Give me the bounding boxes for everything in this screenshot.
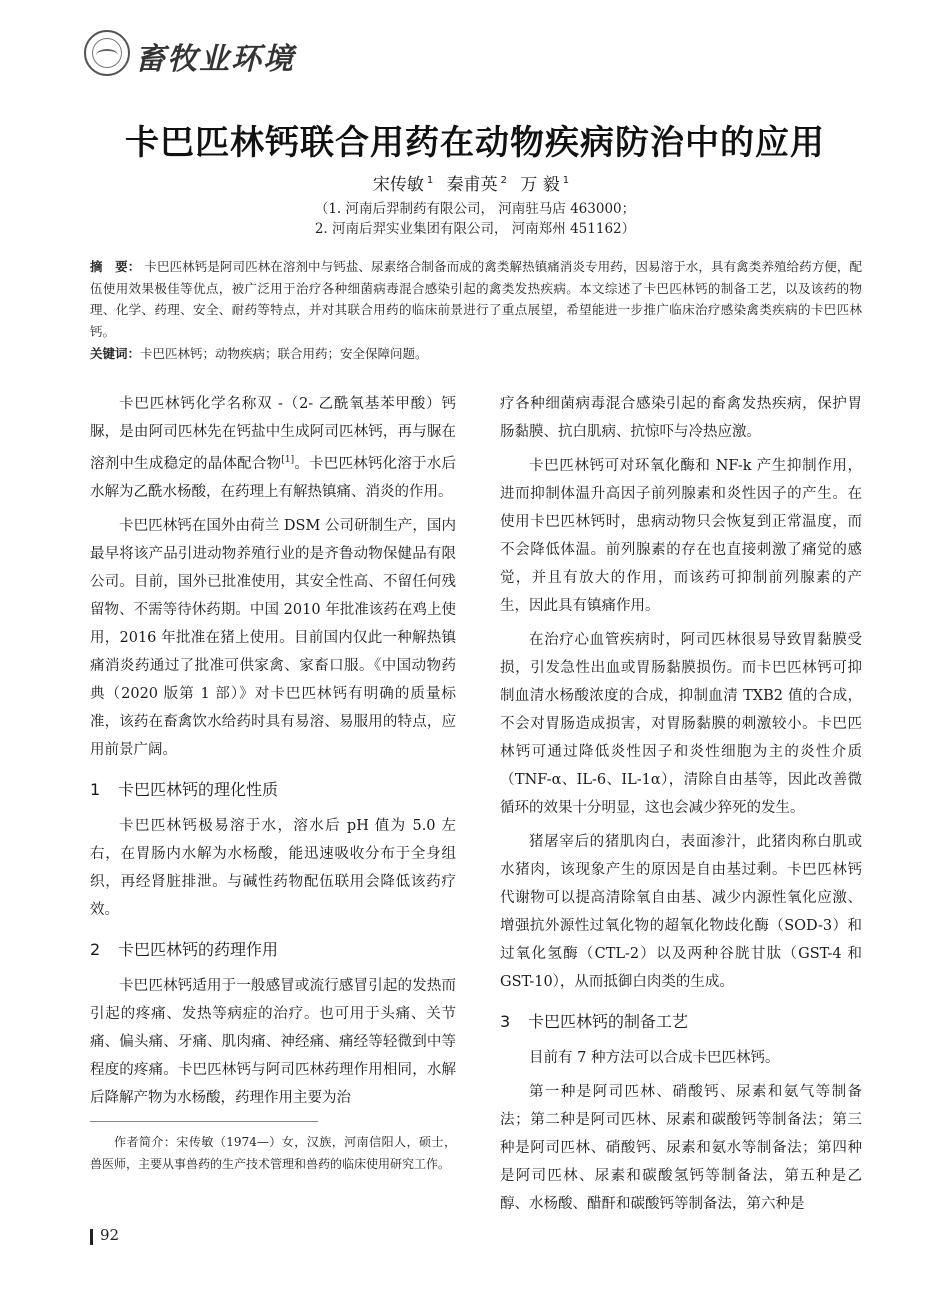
section-title: 卡巴匹林钙的理化性质 — [118, 779, 279, 799]
author-affiliation-mark: 2 — [500, 175, 507, 187]
paragraph: 目前有 7 种方法可以合成卡巴匹林钙。 — [529, 1050, 780, 1066]
section-number: 3 — [500, 1012, 511, 1031]
paragraph: 在治疗心血管疾病时，阿司匹林很易导致胃黏膜受损，引发急性出血或胃肠黏膜损伤。而卡巴匹林钙可抑制血清水杨酸浓度的合成，抑制血清 TXB2 值的合成，不会对胃肠造成损害，对胃肠黏膜的刺激较小。卡巴匹林钙可通过降低炎性因子和炎性细胞为主的炎性介质（TNF-α、IL-6、IL-1α），清除自由基等，因此改善微循环的效果十分明显，这也会减少猝死的发生。 — [500, 632, 862, 816]
paragraph: 第一种是阿司匹林、硝酸钙、尿素和氨气等制备法；第二种是阿司匹林、尿素和碳酸钙等制备法；第三种是阿司匹林、硝酸钙、尿素和氨水等制备法；第四种是阿司匹林、尿素和碳酸氢钙等制备法，第五种是乙醇、水杨酸、醋酐和碳酸钙等制备法，第六种是 — [500, 1084, 862, 1212]
body-left-column — [90, 390, 456, 1112]
paragraph: 卡巴匹林钙可对环氧化酶和 NF-k 产生抑制作用，进而抑制体温升高因子前列腺素和炎性因子的产生。在使用卡巴匹林钙时，患病动物只会恢复到正常温度，而不会降低体温。前列腺素的存在也直接刺激了痛觉的感觉，并且有放大的作用，而该药可抑制前列腺素的产生，因此具有镇痛作用。 — [500, 458, 862, 614]
affiliation-2: 2. 河南后羿实业集团有限公司， 河南郑州 451162） — [314, 221, 636, 237]
keywords-text: 卡巴匹林钙；动物疾病；联合用药；安全保障问题。 — [140, 346, 428, 361]
paragraph-text: 。卡巴匹林钙化溶于水后水解为乙酰水杨酸，在药理上有解热镇痛、消炎的作用。 — [90, 455, 456, 500]
page-number-bar — [90, 1229, 93, 1245]
paragraph — [90, 390, 456, 506]
citation-ref: [1] — [281, 455, 295, 465]
author-name: 万 毅 — [520, 175, 560, 195]
journal-logo-icon — [84, 30, 130, 76]
author-list — [0, 170, 950, 195]
journal-brand: 畜牧业环境 — [135, 42, 295, 77]
paragraph: 卡巴匹林钙极易溶于水，溶水后 pH 值为 5.0 左右，在胃肠内水解为水杨酸，能迅速吸收分布于全身组织，再经肾脏排泄。与碱性药物配伍联用会降低该药疗效。 — [90, 817, 456, 918]
abstract-label: 摘 要： — [90, 259, 141, 274]
paragraph-text: 卡巴匹林钙化学名称双 -（2- 乙酰氧基苯甲酸）钙脲，是由阿司匹林先在钙盐中生成阿司匹林钙，再与脲在溶剂中生成稳定的晶体配合物 — [90, 396, 456, 472]
author-affiliation-mark: 1 — [562, 175, 570, 187]
section-number: 2 — [90, 939, 101, 959]
author-affiliation-mark: 1 — [426, 175, 434, 187]
author-footnote: 作者简介：宋传敏（1974—）女，汉族，河南信阳人，硕士，兽医师，主要从事兽药的生产技术管理和兽药的临床使用研究工作。 — [90, 1135, 456, 1171]
paragraph: 猪屠宰后的猪肌肉白，表面渗汁，此猪肉称白肌或水猪肉，该现象产生的原因是自由基过剩。卡巴匹林钙代谢物可以提高清除氧自由基、减少内源性氧化应激、增强抗外源性过氧化物的超氧化物歧化酶（SOD-3）和过氧化氢酶（CTL-2）以及两种谷胱甘肽（GST-4 和 GST-10），从而抵御白肉类的生成。 — [500, 834, 862, 990]
section-heading-3 — [500, 1008, 862, 1036]
author-name: 宋传敏 — [372, 175, 424, 195]
keywords-label: 关键词： — [90, 346, 141, 361]
paragraph: 疗各种细菌病毒混合感染引起的畜禽发热疾病，保护胃肠黏膜、抗白肌病、抗惊吓与冷热应激。 — [500, 396, 862, 440]
body-right-column — [500, 390, 862, 1218]
affiliation-1: （1. 河南后羿制药有限公司， 河南驻马店 463000； — [314, 201, 636, 217]
keywords — [90, 343, 862, 364]
author-name: 秦甫英 — [446, 175, 498, 195]
abstract-text: 卡巴匹林钙是阿司匹林在溶剂中与钙盐、尿素络合制备而成的禽类解热镇痛消炎专用药，因易溶于水，具有禽类养殖给药方便，配伍使用效果极佳等优点，被广泛用于治疗各种细菌病毒混合感染引起的禽类发热疾病。本文综述了卡巴匹林钙的制备工艺，以及该药的物理、化学、药理、安全、耐药等特点，并对其联合用药的临床前景进行了重点展望，希望能进一步推广临床治疗感染禽类疾病的卡巴匹林钙。 — [90, 259, 862, 339]
section-title: 卡巴匹林钙的药理作用 — [118, 939, 279, 959]
section-number: 1 — [90, 779, 101, 799]
paragraph: 卡巴匹林钙适用于一般感冒或流行感冒引起的发热而引起的疼痛、发热等病症的治疗。也可用于头痛、关节痛、偏头痛、牙痛、肌肉痛、神经痛、痛经等轻微到中等程度的疼痛。卡巴匹林钙与阿司匹林药理作用相同，水解后降解产物为水杨酸，药理作用主要为治 — [90, 977, 456, 1106]
section-heading-2 — [90, 936, 456, 964]
footnote-divider — [90, 1121, 318, 1122]
section-heading-1 — [90, 776, 456, 804]
page-number: 92 — [100, 1226, 120, 1244]
paragraph: 卡巴匹林钙在国外由荷兰 DSM 公司研制生产，国内最早将该产品引进动物养殖行业的是齐鲁动物保健品有限公司。目前，国外已批准使用，其安全性高、不留任何残留物、不需等待休药期。中国 2010 年批准该药在鸡上使用，2016 年批准在猪上使用。目前国内仅此一种解热镇痛消炎药通过了批准可供家禽、家畜口服。《中国动物药典（2020 版第 1 部）》对卡巴匹林钙有明确的质量标准，该药在畜禽饮水给药时具有易溶、易服用的特点，应用前景广阔。 — [90, 517, 456, 758]
article-title: 卡巴匹林钙联合用药在动物疾病防治中的应用 — [125, 123, 825, 163]
section-title: 卡巴匹林钙的制备工艺 — [528, 1012, 689, 1031]
abstract — [90, 256, 862, 342]
